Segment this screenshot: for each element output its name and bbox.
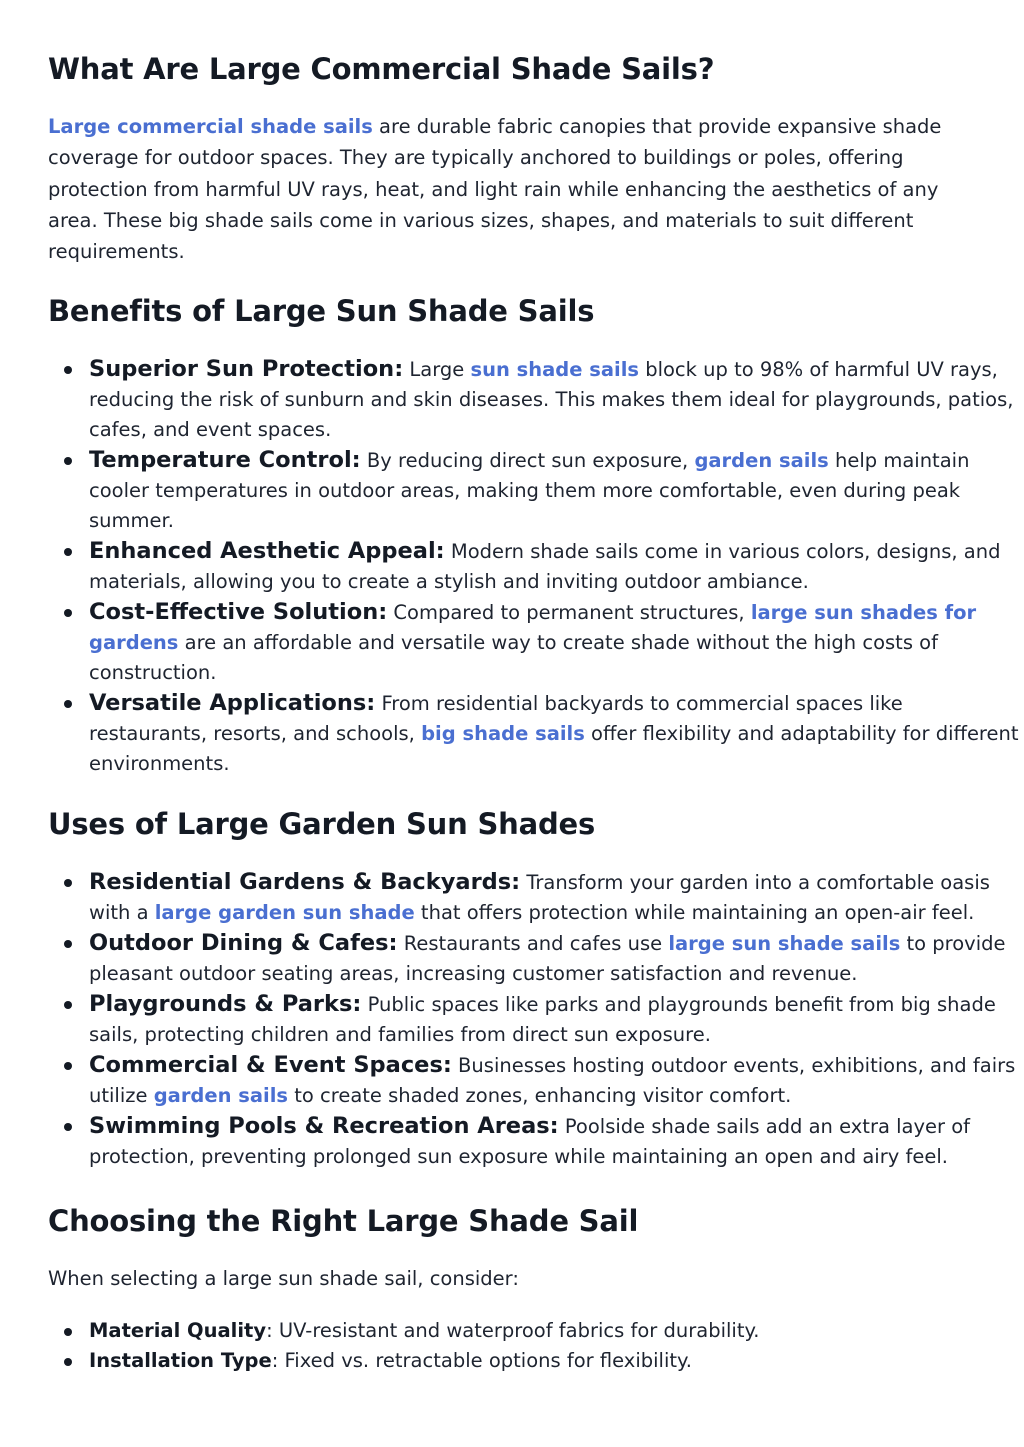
benefits-list — [48, 354, 1019, 779]
link-garden-sails[interactable]: garden sails — [153, 1084, 289, 1107]
section-heading-choosing: Choosing the Right Large Shade Sail — [48, 1204, 639, 1238]
link-large-commercial-shade-sails[interactable]: Large commercial shade sails — [48, 115, 373, 138]
list-item-term: Enhanced Aesthetic Appeal: — [89, 538, 445, 564]
list-item-text: block up to 98% of harmful UV rays, reducing the risk of sunburn and skin diseases. This makes them ideal for playgrounds, patios, cafes, and event spaces. — [89, 358, 1014, 441]
link-big-shade-sails[interactable]: big shade sails — [421, 722, 585, 745]
list-item-text: Businesses hosting outdoor events, exhibitions, and fairs utilize — [89, 1054, 1016, 1107]
choosing-list — [48, 1316, 1019, 1376]
list-item-term: Temperature Control: — [89, 447, 361, 473]
list-item — [89, 536, 1019, 597]
list-item-term: Superior Sun Protection: — [89, 356, 404, 382]
list-item-text: are an affordable and versatile way to create shade without the high costs of construction. — [89, 631, 938, 684]
intro-text: are durable fabric canopies that provide expansive shade coverage for outdoor spaces. They are typically anchored to buildings or poles, offering protection from harmful UV rays, heat, and light rain while enhancing the aesthetics of any area. These big shade sails come in various sizes, shapes, and materials to suit different requirements. — [48, 115, 942, 264]
link-large-sun-shades-for-gardens[interactable]: large sun shades for gardens — [89, 601, 977, 654]
list-item-text: Restaurants and cafes use — [397, 932, 669, 955]
list-item-term: Versatile Applications: — [89, 690, 376, 716]
list-item — [89, 989, 1019, 1050]
link-garden-sails[interactable]: garden sails — [694, 449, 829, 472]
list-item-text: to create shaded zones, enhancing visitor comfort. — [288, 1084, 792, 1107]
list-item-text: offer flexibility and adaptability for different environments. — [89, 722, 1019, 775]
link-large-sun-shade-sails[interactable]: large sun shade sails — [668, 932, 901, 955]
section-heading-benefits: Benefits of Large Sun Shade Sails — [48, 294, 595, 328]
list-item-term: Swimming Pools & Recreation Areas: — [89, 1113, 559, 1139]
list-item — [89, 928, 1019, 989]
list-item-text: From residential backyards to commercial spaces like restaurants, resorts, and schools, — [89, 692, 903, 745]
list-item-text: that offers protection while maintaining an open-air feel. — [414, 901, 975, 924]
list-item-text: Public spaces like parks and playgrounds benefit from big shade sails, protecting children and families from direct sun exposure. — [89, 993, 996, 1046]
list-item-text: Modern shade sails come in various colors, designs, and materials, allowing you to create a stylish and inviting outdoor ambiance. — [89, 540, 1001, 593]
uses-list — [48, 867, 1019, 1172]
link-large-garden-sun-shade[interactable]: large garden sun shade — [154, 901, 415, 924]
list-item-term: Residential Gardens & Backyards: — [89, 869, 521, 895]
section-heading-commercial-shade-sails: What Are Large Commercial Shade Sails? — [48, 52, 715, 86]
list-item-text: to provide pleasant outdoor seating areas, increasing customer satisfaction and revenue. — [89, 932, 1006, 985]
list-item — [89, 1050, 1019, 1111]
list-item-text: help maintain cooler temperatures in outdoor areas, making them more comfortable, even during peak summer. — [89, 449, 970, 532]
list-item-term: Cost-Effective Solution: — [89, 599, 388, 625]
intro-paragraph — [48, 111, 958, 267]
list-item-text: Transform your garden into a comfortable oasis with a — [89, 871, 990, 924]
list-item — [89, 688, 1019, 779]
list-item-term: Material Quality — [89, 1319, 267, 1342]
list-item-text: : UV-resistant and waterproof fabrics for durability. — [266, 1319, 760, 1342]
link-sun-shade-sails[interactable]: sun shade sails — [470, 358, 639, 381]
section-heading-uses: Uses of Large Garden Sun Shades — [48, 807, 596, 841]
list-item — [89, 445, 1019, 536]
list-item — [89, 867, 1019, 928]
list-item-text: Compared to permanent structures, — [387, 601, 751, 624]
list-item-text: Poolside shade sails add an extra layer of protection, preventing prolonged sun exposure while maintaining an open and airy feel. — [89, 1115, 971, 1168]
list-item-text: By reducing direct sun exposure, — [360, 449, 695, 472]
list-item-term: Commercial & Event Spaces: — [89, 1052, 452, 1078]
list-item — [89, 597, 1019, 688]
choosing-intro: When selecting a large sun shade sail, consider: — [48, 1267, 519, 1290]
list-item-text: : Fixed vs. retractable options for flexibility. — [271, 1349, 692, 1372]
list-item-term: Installation Type — [89, 1349, 272, 1372]
list-item-term: Outdoor Dining & Cafes: — [89, 930, 398, 956]
list-item — [89, 1111, 1019, 1172]
list-item — [89, 1316, 1019, 1346]
list-item-term: Playgrounds & Parks: — [89, 991, 362, 1017]
list-item-text: Large — [403, 358, 471, 381]
list-item — [89, 354, 1019, 445]
list-item — [89, 1346, 1019, 1376]
